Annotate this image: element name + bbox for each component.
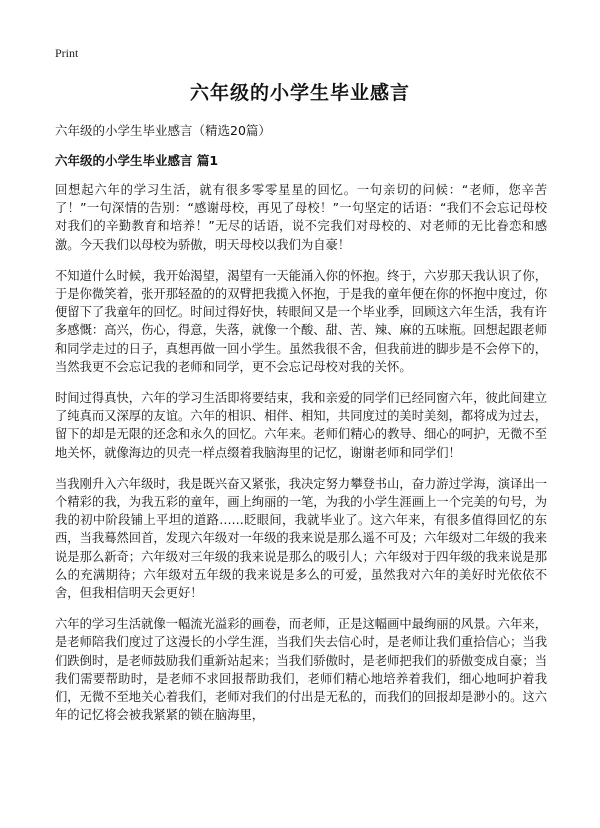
page-title: 六年级的小学生毕业感言 bbox=[189, 82, 410, 104]
article-body bbox=[55, 181, 547, 737]
document-subtitle: 六年级的小学生毕业感言（精选20篇） bbox=[55, 123, 271, 138]
paragraph: 不知道什么时候，我开始渴望，渴望有一天能涌入你的怀抱。终于，六岁那天我认识了你，于是你微笑着，张开那轻盈的的双臂把我揽入怀抱，于是我的童年便在你的怀抱中度过，你便留下了我童年的回忆。时间过得好快，转眼间又是一个毕业季，回顾这六年生活，我有许多感慨：高兴，伤心，得意，失落，就像一个酸、甜、苦、辣、麻的五味瓶。回想起跟老师和同学走过的日子，真想再做一回小学生。虽然我很不舍，但我前进的脚步是不会停下的，当然我更不会忘记我的老师和同学，更不会忘记母校对我的关怀。 bbox=[55, 268, 547, 374]
section-heading: 六年级的小学生毕业感言 篇1 bbox=[55, 153, 219, 168]
paragraph: 当我刚升入六年级时，我是既兴奋又紧张，我决定努力攀登书山，奋力游过学海，演译出一个精彩的我，为我五彩的童年，画上绚丽的一笔，为我的小学生涯画上一个完美的句号，为我的初中阶段铺上平坦的道路……眨眼间，我就毕业了。这六年来，有很多值得回忆的东西，当我蓦然回首，发现六年级对一年级的我来说是那么遥不可及；六年级对二年级的我来说是那么新奇；六年级对三年级的我来说是那么的吸引人；六年级对于四年级的我来说是那么的充满期待；六年级对五年级的我来说是多么的可爱，虽然我对六年的美好时光依依不舍，但我相信明天会更好！ bbox=[55, 476, 547, 601]
print-link[interactable]: Print bbox=[55, 46, 79, 60]
paragraph: 六年的学习生活就像一幅流光溢彩的画卷，而老师，正是这幅画中最绚丽的风景。六年来，是老师陪我们度过了这漫长的小学生涯，当我们失去信心时，是老师让我们重拾信心；当我们跌倒时，是老师鼓励我们重新站起来；当我们骄傲时，是老师把我们的骄傲变成自豪；当我们需要帮助时，是老师不求回报帮助我们，老师们精心地培养着我们，细心地呵护着我们，无微不至地关心着我们，老师对我们的付出是无私的，而我们的回报却是渺小的。这六年的记忆将会被我紧紧的锁在脑海里， bbox=[55, 617, 547, 723]
paragraph: 回想起六年的学习生活，就有很多零零星星的回忆。一句亲切的问候：“老师，您辛苦了！”一句深情的告别：“感谢母校，再见了母校！”一句坚定的话语：“我们不会忘记母校对我们的辛勤教育和培养！”无尽的话语，说不完我们对母校的、对老师的无比眷恋和感激。今天我们以母校为骄傲，明天母校以我们为自豪！ bbox=[55, 183, 547, 252]
paragraph: 时间过得真快，六年的学习生活即将要结束，我和亲爱的同学们已经同窗六年，彼此间建立了纯真而又深厚的友谊。六年的相识、相伴、相知，共同度过的美时美刻，都将成为过去，留下的却是无限的还念和永久的回忆。六年来。老师们精心的教导、细心的呵护，无微不至地关怀，就像海边的贝壳一样点缀着我脑海里的记忆，谢谢老师和同学们！ bbox=[55, 391, 547, 460]
